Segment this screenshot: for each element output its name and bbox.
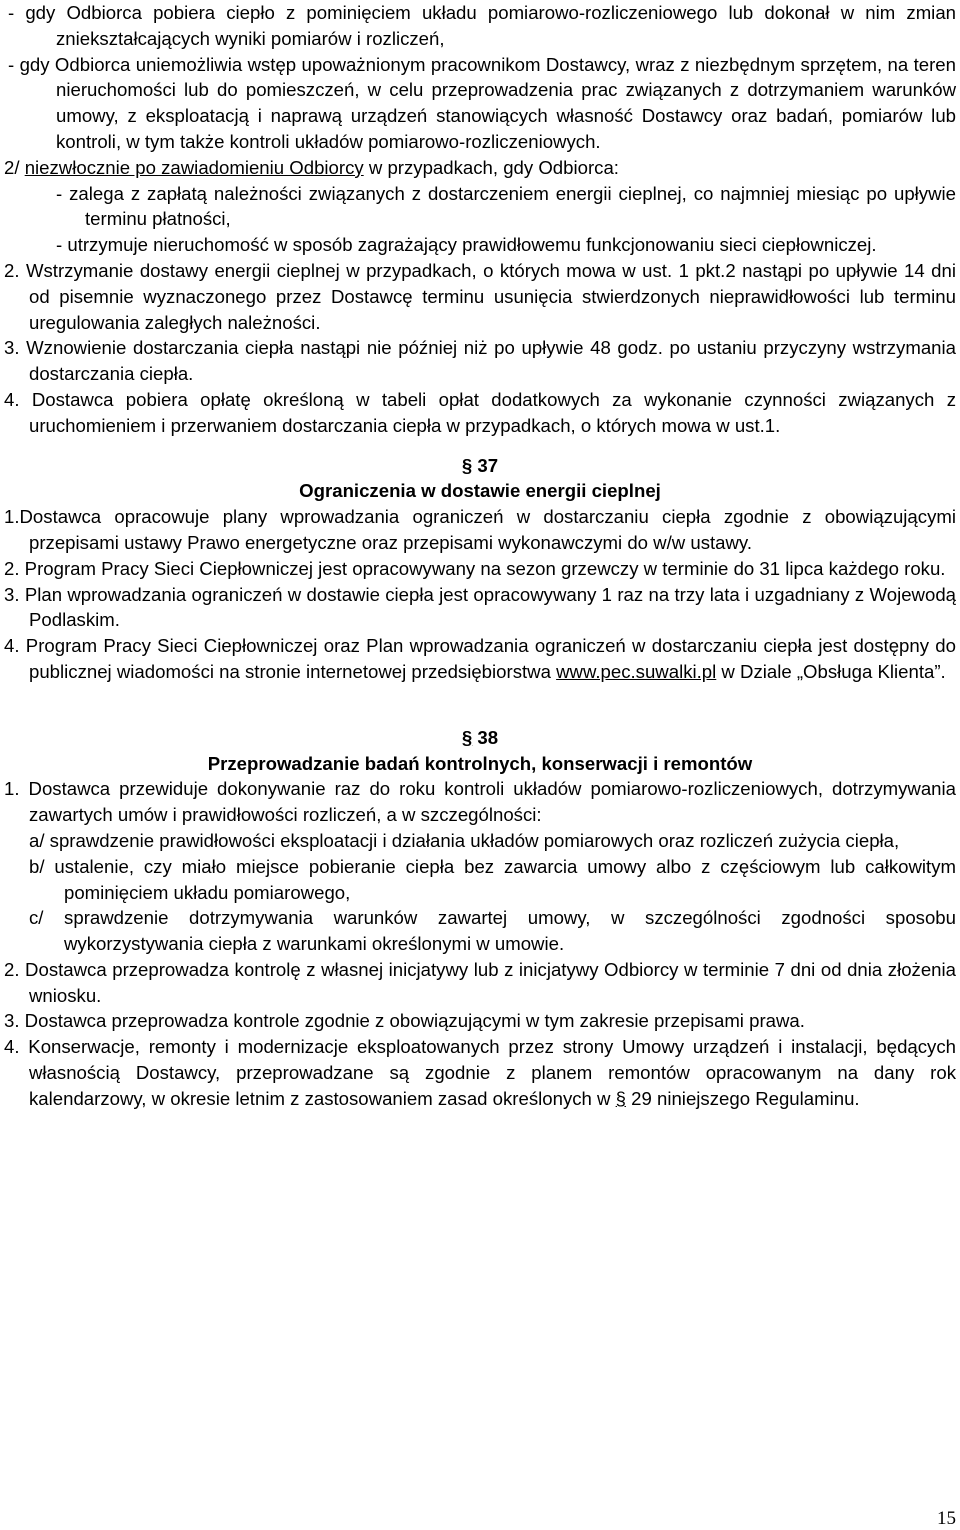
paragraph-item-3: 3. Wznowienie dostarczania ciepła nastąpi nie później niż po upływie 48 godz. po ustaniu przyczyny wstrzymania dostarczania ciepła. bbox=[4, 337, 956, 385]
condition-property-threat: - utrzymuje nieruchomość w sposób zagrażający prawidłowemu funkcjonowaniu sieci ciepłowniczej. bbox=[56, 234, 877, 256]
s37-item-4-text: 4. Program Pracy Sieci Ciepłowniczej oraz Plan wprowadzania ograniczeń w dostarczaniu ciepła jest dostępny do publicznej wiadomości na stronie internetowej przedsiębiorstwa bbox=[4, 635, 956, 682]
s38-item-b: b/ ustalenie, czy miało miejsce pobieranie ciepła bez zawarcia umowy albo z częściowym lub całkowitym pominięciem układu pomiarowego, bbox=[29, 855, 956, 903]
s37-item-1: 1.Dostawca opracowuje plany wprowadzania ograniczeń w dostarczaniu ciepła zgodnie z obowiązującymi przepisami ustawy Prawo energetyczne oraz przepisami wykonawczymi do w/w ustawy. bbox=[4, 506, 956, 553]
page-number: 15 bbox=[937, 1508, 956, 1529]
s38-item-3: 3. Dostawca przeprowadza kontrole zgodnie z obowiązującymi w tym zakresie przepisami prawa. bbox=[4, 1010, 805, 1032]
s38-item-2: 2. Dostawca przeprowadza kontrolę z własnej inicjatywy lub z inicjatywy Odbiorcy w terminie 7 dni od dnia złożenia wniosku. bbox=[4, 958, 956, 1006]
s38-item-4-text: 4. Konserwacje, remonty i modernizacje eksploatowanych przez strony Umowy urządzeń i instalacji, będących własnością Dostawcy, przeprowadzane są zgodnie z planem remontów opracowanym na dany rok kalendarzowy, w okresie letnim z zastosowaniem zasad określonych w bbox=[4, 1036, 956, 1109]
s37-item-2: 2. Program Pracy Sieci Ciepłowniczej jest opracowywany na sezon grzewczy w terminie do 31 lipca każdego roku. bbox=[4, 557, 946, 579]
document-page bbox=[4, 0, 956, 1112]
section-37-title: Ograniczenia w dostawie energii cieplnej bbox=[299, 480, 661, 502]
paragraph-item-4: 4. Dostawca pobiera opłatę określoną w tabeli opłat dodatkowych za wykonanie czynności związanych z uruchomieniem i przerwaniem dostarczania ciepła w przypadkach, o których mowa w ust.1. bbox=[4, 388, 956, 436]
s38-item-4-tail: 29 niniejszego Regulaminu. bbox=[625, 1087, 860, 1109]
s37-item-3: 3. Plan wprowadzania ograniczeń w dostawie ciepła jest opracowywany 1 raz na trzy lata i uzgadniany z Wojewodą Podlaskim. bbox=[4, 583, 956, 631]
section-38-number bbox=[4, 725, 956, 751]
point-2-underlined: niezwłocznie po zawiadomieniu Odbiorcy bbox=[24, 156, 364, 178]
condition-meter-bypass: - gdy Odbiorca pobiera ciepło z pominięciem układu pomiarowo-rozliczeniowego lub dokonał w nim zmian zniekształcających wyniki pomiarów i rozliczeń, bbox=[8, 2, 956, 49]
condition-payment-overdue: - zalega z zapłatą należności związanych z dostarczeniem energii cieplnej, co najmniej miesiąc po upływie terminu płatności, bbox=[56, 182, 956, 230]
section-37-number bbox=[4, 453, 956, 479]
point-2-intro bbox=[4, 155, 956, 181]
s38-item-1: 1. Dostawca przewiduje dokonywanie raz do roku kontroli układów pomiarowo-rozliczeniowych, dotrzymywania zawartych umów i prawidłowości rozliczeń, a w szczególności: bbox=[4, 778, 956, 826]
paragraph-item-2: 2. Wstrzymanie dostawy energii cieplnej w przypadkach, o których mowa w ust. 1 pkt.2 nastąpi po upływie 14 dni od pisemnie wyznaczonego przez Dostawcę terminu usunięcia stwierdzonych nieprawidłowości lub terminu uregulowania zaległych należności. bbox=[4, 259, 956, 333]
s38-item-4 bbox=[4, 1034, 956, 1111]
s37-item-4-tail: w Dziale „Obsługa Klienta”. bbox=[716, 660, 946, 682]
section-38-title: Przeprowadzanie badań kontrolnych, konserwacji i remontów bbox=[207, 752, 753, 774]
section-number: 38 bbox=[472, 726, 499, 748]
s38-item-a: a/ sprawdzenie prawidłowości eksploatacji i działania układów pomiarowych oraz rozliczeń zużycia ciepła, bbox=[29, 829, 900, 851]
section-symbol: § bbox=[461, 726, 473, 748]
section-ref-symbol: § bbox=[615, 1087, 626, 1109]
website-link[interactable]: www.pec.suwalki.pl bbox=[556, 660, 717, 682]
section-number: 37 bbox=[472, 454, 499, 476]
section-symbol: § bbox=[461, 454, 473, 476]
s37-item-4 bbox=[4, 633, 956, 685]
s38-item-c: c/ sprawdzenie dotrzymywania warunków zawartej umowy, w szczególności zgodności sposobu wykorzystywania ciepła z warunkami określonymi w umowie. bbox=[29, 907, 956, 955]
point-2-rest: w przypadkach, gdy Odbiorca: bbox=[363, 156, 619, 178]
point-2-label: 2/ bbox=[4, 156, 25, 178]
condition-access-denied: - gdy Odbiorca uniemożliwia wstęp upoważnionym pracownikom Dostawcy, wraz z niezbędnym sprzętem, na teren nieruchomości lub do pomieszczeń, w celu przeprowadzenia prac związanych z dotrzymaniem warunków umowy, z eksploatacją i naprawą urządzeń stanowiących własność Dostawcy oraz badań, pomiarów lub kontroli, w tym także kontroli układów pomiarowo-rozliczeniowych. bbox=[8, 53, 956, 152]
spacer bbox=[4, 685, 956, 711]
